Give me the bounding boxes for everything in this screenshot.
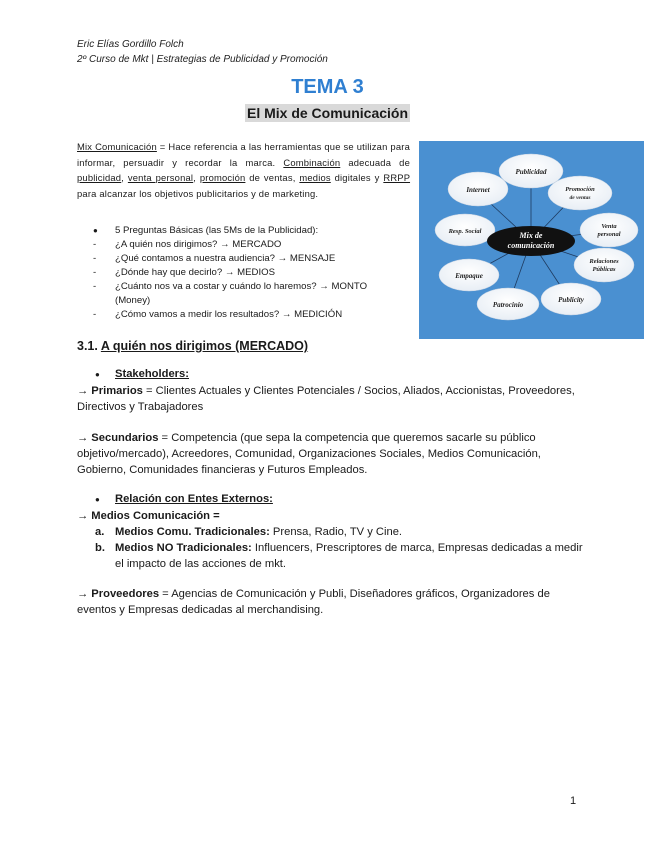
secundarios-paragraph (77, 430, 582, 478)
subtitle-wrapper (0, 105, 655, 123)
intro-text: de ventas, (245, 172, 300, 183)
intro-text: , (121, 172, 128, 183)
node-label-de-ventas: de ventas (569, 195, 591, 201)
intro-term: Mix Comunicación (77, 141, 157, 152)
section-title: A quién nos dirigimos (MERCADO) (100, 339, 309, 353)
item-a-text: Prensa, Radio, TV y Cine. (269, 526, 403, 538)
arrow-icon: → (77, 588, 92, 600)
item-a-bold: Medios Comu. Tradicionales: (115, 526, 270, 538)
intro-text: adecuada de (340, 156, 410, 168)
questions-title: 5 Preguntas Básicas (las 5Ms de la Publicidad): (115, 225, 319, 236)
stakeholders-heading (95, 368, 189, 380)
node-label-personal: personal (597, 231, 621, 238)
item-marker: a. (95, 526, 105, 538)
medios-item-a (95, 524, 585, 540)
question-text: ¿Dónde hay que decirlo? → MEDIOS (115, 267, 275, 278)
primarios-label: Primarios (91, 385, 143, 397)
node-label-publicidad: Publicidad (515, 168, 547, 176)
header-course: 2º Curso de Mkt | Estrategias de Publicidad y Promoción (77, 54, 328, 65)
arrow-icon: → (77, 385, 92, 397)
primarios-text: = Clientes Actuales y Clientes Potenciales / Socios, Aliados, Accionistas, Proveedores, Directivos y Trabajadores (77, 385, 575, 413)
node-label-relaciones: Relaciones (589, 258, 619, 265)
arrow-icon: → (77, 432, 92, 444)
node-label-publicity: Publicity (558, 296, 584, 304)
primarios-paragraph (77, 383, 582, 415)
proveedores-text: = Agencias de Comunicación y Publi, Diseñadores gráficos, Organizadores de eventos y Empresas dedicadas al merchandising. (77, 588, 550, 616)
question-text: (Money) (115, 295, 151, 306)
intro-rrpp: RRPP (383, 172, 411, 183)
question-text: ¿Qué contamos a nuestra audiencia? → MENSAJE (115, 253, 336, 264)
intro-venta: venta personal (127, 172, 194, 183)
node-label-internet: Internet (466, 186, 490, 194)
section-number: 3.1. (77, 339, 98, 353)
intro-paragraph (77, 139, 410, 201)
node-label-promocion: Promoción (565, 186, 595, 193)
proveedores-paragraph (77, 586, 582, 618)
dash-marker: - (93, 281, 97, 292)
intro-combinacion: Combinación (283, 156, 341, 168)
item-b-bold: Medios NO Tradicionales: (115, 542, 252, 554)
dash-marker: - (93, 309, 97, 320)
bullet-icon: ● (95, 370, 100, 379)
mix-comunicacion-diagram (419, 141, 644, 339)
dash-marker: - (93, 239, 97, 250)
item-marker: b. (95, 542, 105, 554)
node-label-empaque: Empaque (455, 272, 483, 280)
secundarios-label: Secundarios (91, 432, 159, 444)
item-b-text: Influencers, Prescriptores de marca, Empresas dedicadas a medir el impacto de las acciones de mkt. (115, 542, 583, 570)
intro-medios: medios (299, 172, 331, 183)
question-text: ¿Cuánto nos va a costar y cuándo lo haremos? → MONTO (115, 281, 368, 292)
node-label-patrocinio: Patrocinio (492, 301, 524, 309)
bullet-icon: ● (93, 226, 98, 235)
page-subtitle: El Mix de Comunicación (246, 105, 409, 121)
relacion-heading (95, 493, 273, 505)
dash-marker: - (93, 253, 97, 264)
header-author: Eric Elías Gordillo Folch (77, 39, 184, 50)
node-label-publicas: Públicas (592, 266, 616, 273)
page-number: 1 (570, 795, 577, 807)
section-heading (77, 339, 308, 353)
center-label-1: Mix de (519, 231, 543, 240)
intro-text: digitales y (330, 172, 384, 183)
stakeholders-label: Stakeholders: (115, 368, 189, 380)
question-text: ¿Cómo vamos a medir los resultados? → MEDICIÓN (115, 309, 343, 320)
intro-text: = Hace referencia a las herramientas que se utilizan para informar, persuadir y recordar la marca. (77, 141, 410, 168)
intro-publicidad: publicidad (77, 172, 122, 183)
center-label-2: comunicación (507, 241, 555, 250)
dash-marker: - (93, 267, 97, 278)
page-title: TEMA 3 (291, 76, 364, 98)
intro-promocion: promoción (199, 172, 246, 183)
intro-text: , (193, 172, 200, 183)
medios-item-b (95, 540, 585, 572)
intro-text: para alcanzar los objetivos publicitarios y de marketing. (77, 187, 319, 199)
diagram-svg (419, 141, 644, 339)
relacion-label: Relación con Entes Externos: (115, 493, 273, 505)
bullet-icon: ● (95, 495, 100, 504)
secundarios-text: = Competencia (que sepa la competencia que queremos sacarle su público objetivo/mercado), Acreedores, Comunidad, Organizaciones Sociales, Medios Comunicación, Gobierno, Comunidades financieras y Futuros Empleados. (77, 432, 541, 476)
question-text: ¿A quién nos dirigimos? → MERCADO (115, 239, 282, 250)
node-label-venta: Venta (601, 223, 617, 230)
medios-line: → Medios Comunicación = (77, 510, 220, 522)
node-label-resp-social: Resp. Social (448, 228, 482, 235)
proveedores-label: Proveedores (91, 588, 160, 600)
